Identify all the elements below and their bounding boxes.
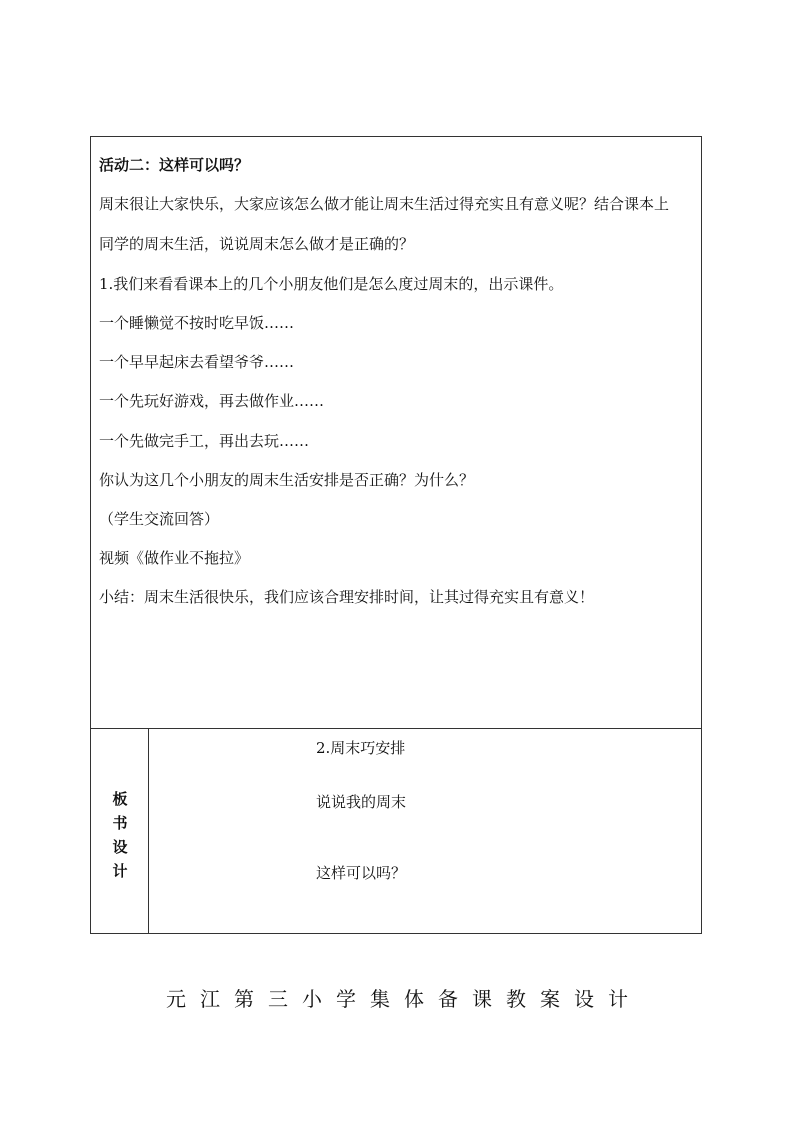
student-note: （学生交流回答） [99,510,220,528]
intro-line-1: 周末很让大家快乐，大家应该怎么做才能让周末生活过得充实且有意义呢？结合课本上 [99,195,670,213]
footer-title: 元江第三小学集体备课教案设计 [166,987,642,1011]
board-label-char: 设 [112,838,128,856]
board-label-char: 书 [112,814,128,832]
board-design-section [90,728,702,934]
question-text: 你认为这几个小朋友的周末生活安排是否正确？为什么？ [99,471,475,489]
activity-section [90,136,702,729]
summary-text: 小结：周末生活很快乐，我们应该合理安排时间，让其过得充实且有意义！ [99,588,595,606]
board-label-char: 板 [112,790,128,808]
example-1: 一个睡懒觉不按时吃早饭…… [99,314,295,332]
example-3: 一个先玩好游戏，再去做作业…… [99,392,325,410]
step-1-text: 1.我们来看看课本上的几个小朋友他们是怎么度过周末的，出示课件。 [99,275,564,293]
activity-heading: 活动二：这样可以吗？ [99,156,250,174]
board-label-cell [91,729,149,933]
intro-line-2: 同学的周末生活，说说周末怎么做才是正确的？ [99,235,415,253]
board-line-3: 这样可以吗？ [316,864,407,882]
board-label-char: 计 [112,862,128,880]
board-label [91,787,149,883]
example-4: 一个先做完手工，再出去玩…… [99,432,310,450]
video-title: 视频《做作业不拖拉》 [99,549,250,567]
board-line-2: 说说我的周末 [316,793,407,811]
example-2: 一个早早起床去看望爷爷…… [99,353,295,371]
board-line-1: 2.周末巧安排 [316,739,406,757]
